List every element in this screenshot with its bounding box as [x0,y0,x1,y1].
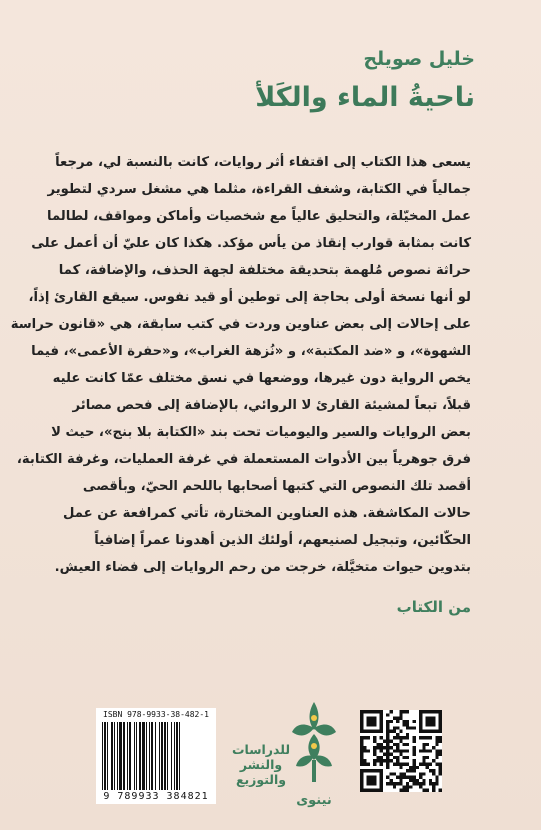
blurb-line: يسعى هذا الكتاب إلى اقتفاء أثر روايات، كانت بالنسبة لي، مرجعاً [55,155,471,170]
publisher-line: والتوزيع [235,772,287,787]
source-note: من الكتاب [396,598,471,616]
blurb-line: الشهوة»، و «ضد المكتبة»، و «نُزهة الغراب»، و«حفرة الأعمى»، فيما [31,344,471,359]
isbn-label: ISBN 978-9933-38-482-1 [103,710,209,719]
blurb-line: حالات المكاشفة. هذه العناوين المختارة، تأتي كمرافعة عن عمل [62,506,471,521]
barcode-bars [102,722,210,790]
blurb-line: كانت بمثابة قوارب إنقاذ من يأس مؤكد. هكذا كان عليّ أن أعمل على [31,236,471,251]
ean-digits: 9 789933 384821 [103,791,209,802]
blurb-line: جمالياً في الكتابة، وشغف القراءة، مثلما هي مشغل سردي لتطوير [47,182,471,197]
isbn-barcode [96,708,216,804]
blurb-line: الحكّائين، وتبجيل لصنيعهم، أولئك الذين أهدونا عمراً إضافياً [94,533,471,548]
qr-code-icon [360,710,442,792]
publisher-tagline [226,742,296,787]
publisher-name: نينوى [296,793,332,808]
publisher-line: للدراسات [231,742,291,757]
blurb-line: فرق جوهرياً بين الأدوات المستعملة في غرفة العمليات، وغرفة الكتابة، [16,452,471,467]
blurb-line: بتدوين حيوات متخيَّلة، خرجت من رحم الروايات إلى فضاء العيش. [54,560,471,575]
blurb-line: حراثة نصوص مُلهمة بتحديقة مختلفة لجهة الحذف، والإضافة، كما [58,263,471,278]
blurb-line: على إحالات إلى بعض عناوين وردت في كتب سابقة، هي «قانون حراسة [10,317,471,332]
blurb-line: أقصد تلك النصوص التي كتبها أصحابها باللحم الحيّ، وبأقصى [82,479,471,494]
blurb-text [10,149,471,581]
blurb-line: لو أنها نسخة أولى بحاجة إلى توطين أو قيد نفوس. سيقع القارئ إذاً، [28,290,471,305]
blurb-line: يخص الرواية دون غيرها، ووضعها في نسق مختلف عمّا كانت عليه [52,371,471,386]
publisher-line: والنشر [239,757,283,772]
book-title: ناحيةُ الماء والكَلأ [255,82,475,113]
blurb-line: قبلاً، تبعاً لمشيئة القارئ لا الروائي، بالإضافة إلى فحص مصائر [72,398,471,413]
blurb-line: بعض الروايات والسير واليوميات تحت بند «الكتابة بلا بنج»، حيث لا [51,425,471,440]
author-name: خليل صويلح [363,48,475,70]
blurb-line: عمل المخيّلة، والتحليق عالياً مع شخصيات وأماكن ومواقف، لطالما [47,209,471,224]
ninawa-logo-icon [290,698,338,808]
